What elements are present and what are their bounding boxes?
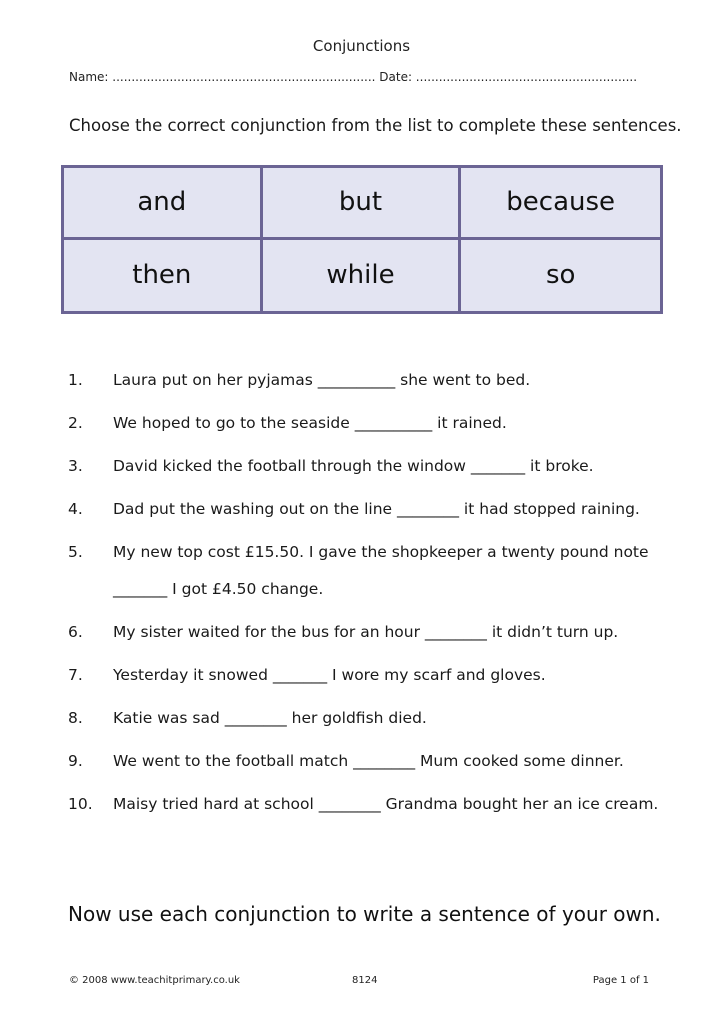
question-text: David kicked the football through the window _______ it broke. (113, 457, 594, 475)
conjunction-cell: then (64, 240, 263, 312)
question-text: Maisy tried hard at school ________ Grandma bought her an ice cream. (113, 795, 659, 813)
name-date-line: Name: ..................................................................... Date: .......................................................... (69, 70, 638, 84)
question-item (68, 700, 678, 737)
question-item (68, 405, 678, 442)
question-number: 1. (68, 371, 83, 389)
question-number: 7. (68, 666, 83, 684)
question-item (68, 743, 678, 780)
question-text: Dad put the washing out on the line ________ it had stopped raining. (113, 500, 640, 518)
footer-copyright: © 2008 www.teachitprimary.co.uk (69, 975, 240, 986)
question-number: 2. (68, 414, 83, 432)
question-text: Yesterday it snowed _______ I wore my scarf and gloves. (113, 666, 546, 684)
conjunction-cell: and (64, 168, 263, 240)
question-item (68, 448, 678, 485)
question-item (68, 491, 678, 528)
question-number: 5. (68, 543, 83, 561)
question-number: 4. (68, 500, 83, 518)
question-text: Laura put on her pyjamas __________ she went to bed. (113, 371, 531, 389)
question-item (68, 534, 678, 608)
conjunction-cell: so (545, 260, 576, 291)
question-number: 3. (68, 457, 83, 475)
conjunction-cell: but (263, 168, 462, 240)
question-text: We went to the football match ________ Mum cooked some dinner. (113, 752, 624, 770)
question-text: My new top cost £15.50. I gave the shopkeeper a twenty pound note _______ I got £4.50 change. (113, 543, 649, 598)
question-item (68, 657, 678, 694)
question-text: My sister waited for the bus for an hour ________ it didn’t turn up. (113, 623, 619, 641)
question-text: Katie was sad ________ her goldfish died. (113, 709, 427, 727)
footer-code: 8124 (352, 975, 378, 986)
question-number: 9. (68, 752, 83, 770)
question-number: 8. (68, 709, 83, 727)
conjunction-cell: because (461, 168, 660, 240)
question-number: 6. (68, 623, 83, 641)
closing-instruction: Now use each conjunction to write a sentence of your own. (68, 902, 661, 926)
question-number: 10. (68, 795, 93, 813)
conjunction-cell: while (263, 240, 462, 312)
footer-page-number: Page 1 of 1 (592, 975, 649, 986)
question-item (68, 362, 678, 399)
question-text: We hoped to go to the seaside __________ it rained. (113, 414, 507, 432)
instruction-text: Choose the correct conjunction from the list to complete these sentences. (69, 116, 682, 135)
question-item (68, 786, 678, 823)
question-item (68, 614, 678, 651)
question-list (68, 362, 678, 829)
conjunction-table (61, 165, 663, 314)
page-title: Conjunctions (312, 37, 411, 55)
